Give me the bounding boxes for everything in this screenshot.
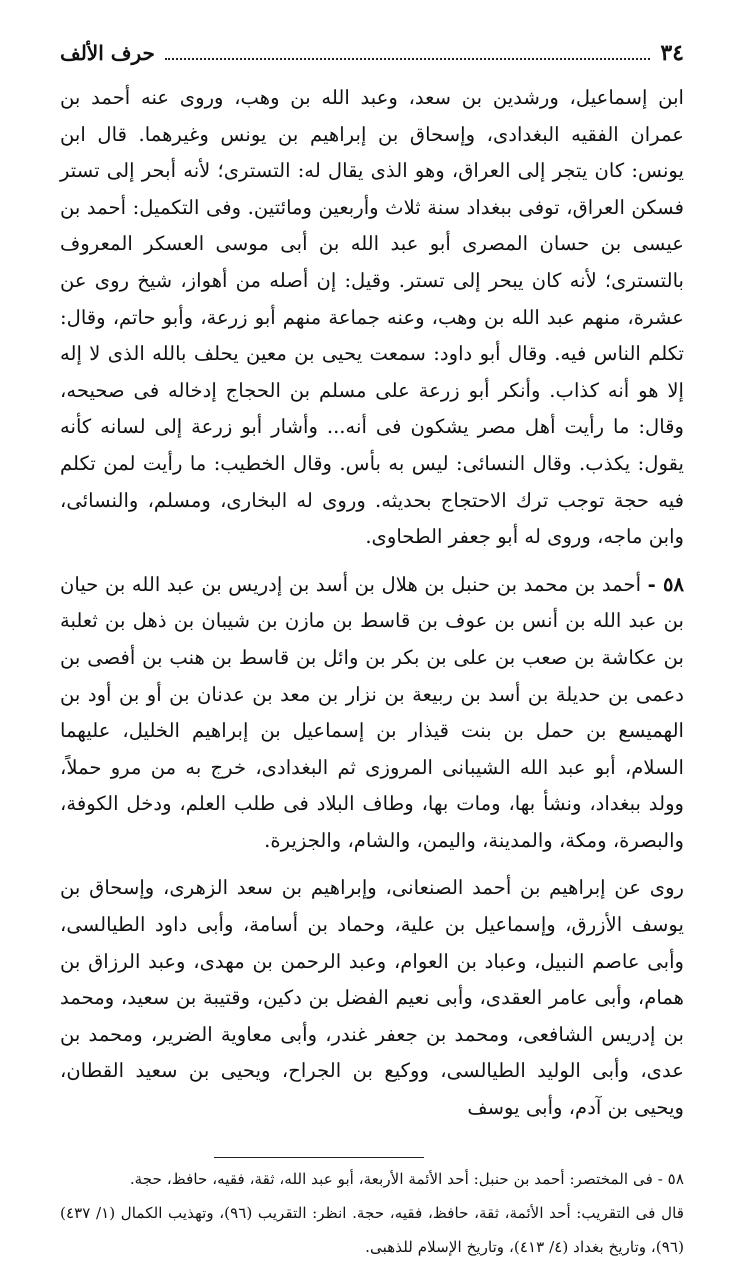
- main-text: [60, 80, 684, 1127]
- paragraph-continued: ابن إسماعيل، ورشدين بن سعد، وعبد الله بن وهب، وروى عنه أحمد بن عمران الفقيه البغدادى، وإسحاق بن إبراهيم بن يونس وغيرهما. قال ابن يونس: كان يتجر إلى العراق، وهو الذى يقال له: التسترى؛ لأنه أبحر إلى تستر فسكن العراق، توفى ببغداد سنة ثلاث وأربعين ومائتين. وفى التكميل: أحمد بن عيسى بن حسان المصرى أبو عبد الله بن أبى موسى العسكر المعروف بالتسترى؛ لأنه كان يبحر إلى تستر. وقيل: إن أصله من أهواز، شيخ روى عن عشرة، منهم عبد الله بن وهب، وعنه جماعة منهم أبو زرعة، وأبو حاتم، وقال: تكلم الناس فيه. وقال أبو داود: سمعت يحيى بن معين يحلف بالله الذى لا إله إلا هو أنه كذاب. وأنكر أبو زرعة على مسلم بن الحجاج إدخاله فى صحيحه، وقال: ما رأيت أهل مصر يشكون فى أنه... وأشار أبو زرعة إلى لسانه كأنه يقول: يكذب. وقال النسائى: ليس به بأس. وقال الخطيب: ما رأيت لمن تكلم فيه حجة توجب ترك الاحتجاج بحديثه. وروى له البخارى، ومسلم، والنسائى، وابن ماجه، وروى له أبو جعفر الطحاوى.: [60, 86, 684, 549]
- entry-text: أحمد بن محمد بن حنبل بن هلال بن أسد بن إدريس بن عبد الله بن حيان بن عبد الله بن أنس بن عوف بن قاسط بن مازن بن شيبان بن ذهل بن ثعلبة بن عكاشة بن صعب بن على بن بكر بن وائل بن قاسط بن هنب بن أفصى بن دعمى بن حديلة بن أسد بن ربيعة بن نزار بن معد بن عدنان بن أو بن أود بن الهميسع بن حمل بن بنت قيذار بن إسماعيل بن إبراهيم الخليل، عليهما السلام، أبو عبد الله الشيبانى المروزى ثم البغدادى، خرج به من مرو حملاً، وولد ببغداد، ونشأ بها، ومات بها، وطاف البلاد فى طلب العلم، ودخل الكوفة، والبصرة، ومكة، والمدينة، واليمن، والشام، والجزيرة.: [60, 572, 684, 852]
- entry-number: ٥٨ -: [647, 572, 684, 596]
- running-head: [60, 40, 684, 80]
- header-dot-leader: [165, 42, 651, 60]
- paragraph-entry-58: [60, 567, 684, 860]
- footnote-divider: [214, 1157, 424, 1158]
- paragraph-narrators: روى عن إبراهيم بن أحمد الصنعانى، وإبراهيم بن سعد الزهرى، وإسحاق بن يوسف الأزرق، وإسماعيل بن علية، وحماد بن أسامة، وأبى داود الطيالسى، وأبى عاصم النبيل، وعباد بن العوام، وعبد الرحمن بن مهدى، وعبد الرزاق بن همام، وأبى عامر العقدى، وأبى نعيم الفضل بن دكين، وقتيبة بن سعيد، ومحمد بن إدريس الشافعى، ومحمد بن جعفر غندر، وأبى معاوية الضرير، ومحمد بن عدى، وأبى الوليد الطيالسى، ووكيع بن الجراح، ويحيى بن سعيد القطان، ويحيى بن آدم، وأبى يوسف: [60, 876, 684, 1120]
- footnote-2: قال فى التقريب: أحد الأئمة، ثقة، حافظ، فقيه، حجة. انظر: التقريب (٩٦)، وتهذيب الكمال (١/ ٤٣٧) (٩٦)، وتاريخ بغداد (٤/ ٤١٣)، وتاريخ الإسلام للذهبى.: [60, 1203, 684, 1256]
- footnotes: [60, 1162, 684, 1264]
- footnote-1: ٥٨ - فى المختصر: أحمد بن حنبل: أحد الأئمة الأربعة، أبو عبد الله، ثقة، فقيه، حافظ، حجة.: [129, 1169, 684, 1188]
- chapter-title: حرف الألف: [60, 41, 155, 65]
- page-number: ٣٤: [660, 40, 684, 66]
